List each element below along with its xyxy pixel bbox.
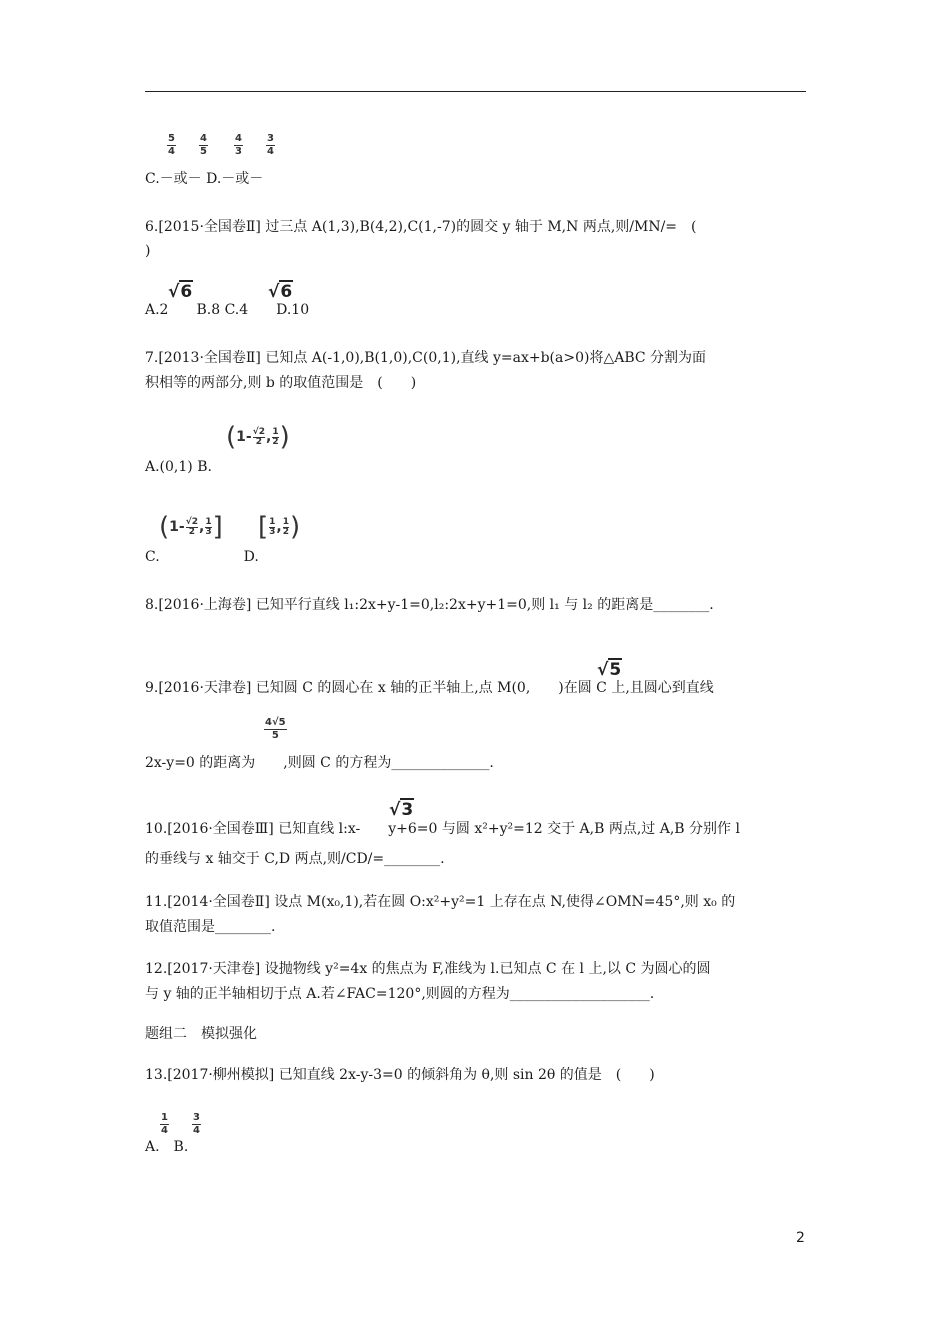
q10-line2: 的垂线与 x 轴交于 C,D 两点,则/CD/=________. <box>145 851 445 867</box>
fraction-4-5: $\frac{4}{5}$ <box>200 133 207 157</box>
q13-options: A. B. <box>145 1139 189 1155</box>
q13-fraction-b: $\frac{3}{4}$ <box>193 1112 200 1136</box>
q9-line2: 2x-y=0 的距离为 ,则圆 C 的方程为______________. <box>145 755 494 771</box>
q7-options-cd: C. D. <box>145 549 259 565</box>
q9-sqrt: √5 <box>597 660 622 680</box>
q12-line2: 与 y 轴的正半轴相切于点 A.若∠FAC=120°,则圆的方程为____________________. <box>145 986 655 1002</box>
q13-text: 13.[2017·柳州模拟] 已知直线 2x-y-3=0 的倾斜角为 θ,则 sin 2θ 的值是 ( ) <box>145 1067 655 1083</box>
q7-line1: 7.[2013·全国卷Ⅱ] 已知点 A(-1,0),B(1,0),C(0,1),直线 y=ax+b(a>0)将△ABC 分割为面 <box>145 350 707 366</box>
q11-line1: 11.[2014·全国卷Ⅱ] 设点 M(x₀,1),若在圆 O:x²+y²=1 上存在点 N,使得∠OMN=45°,则 x₀ 的 <box>145 894 736 910</box>
q7-line2: 积相等的两部分,则 b 的取值范围是 ( ) <box>145 375 417 391</box>
q6-stem-end: ) <box>145 243 151 259</box>
q6-sqrt-c: √6 <box>268 282 293 302</box>
q9-fraction: $\frac{4√5}{5}$ <box>265 717 286 741</box>
q11-line2: 取值范围是________. <box>145 919 276 935</box>
q7-interval-c: ( 1- √2 2 , 1 3 ] <box>159 512 223 542</box>
q9-line1: 9.[2016·天津卷] 已知圆 C 的圆心在 x 轴的正半轴上,点 M(0, )在圆 C 上,且圆心到直线 <box>145 680 714 696</box>
section-title: 题组二 模拟强化 <box>145 1026 257 1042</box>
q7-interval-d: [ 1 3 , 1 2 ) <box>258 512 301 542</box>
q5-options: C.－或－ D.－或－ <box>145 171 264 187</box>
header-rule <box>145 91 806 92</box>
q10-line1: 10.[2016·全国卷Ⅲ] 已知直线 l:x- y+6=0 与圆 x²+y²=12 交于 A,B 两点,过 A,B 分别作 l <box>145 821 740 837</box>
q6-options: A.2 B.8 C.4 D.10 <box>145 302 310 318</box>
q7-options-ab: A.(0,1) B. <box>145 459 212 475</box>
q7-interval-b: ( 1- √2 2 , 1 2 ) <box>226 422 290 452</box>
q10-sqrt: √3 <box>389 800 414 820</box>
q13-fraction-a: $\frac{1}{4}$ <box>161 1112 168 1136</box>
fraction-3-4: $\frac{3}{4}$ <box>267 133 274 157</box>
fraction-5-4: $\frac{5}{4}$ <box>168 133 175 157</box>
fraction-4-3: $\frac{4}{3}$ <box>235 133 242 157</box>
page-number: 2 <box>796 1230 805 1246</box>
q6-stem: 6.[2015·全国卷Ⅱ] 过三点 A(1,3),B(4,2),C(1,-7)的圆交 y 轴于 M,N 两点,则/MN/= ( <box>145 219 697 235</box>
q12-line1: 12.[2017·天津卷] 设抛物线 y²=4x 的焦点为 F,准线为 l.已知点 C 在 l 上,以 C 为圆心的圆 <box>145 961 711 977</box>
q8-text: 8.[2016·上海卷] 已知平行直线 l₁:2x+y-1=0,l₂:2x+y+1=0,则 l₁ 与 l₂ 的距离是________. <box>145 597 714 613</box>
q6-sqrt-a: √6 <box>168 282 193 302</box>
